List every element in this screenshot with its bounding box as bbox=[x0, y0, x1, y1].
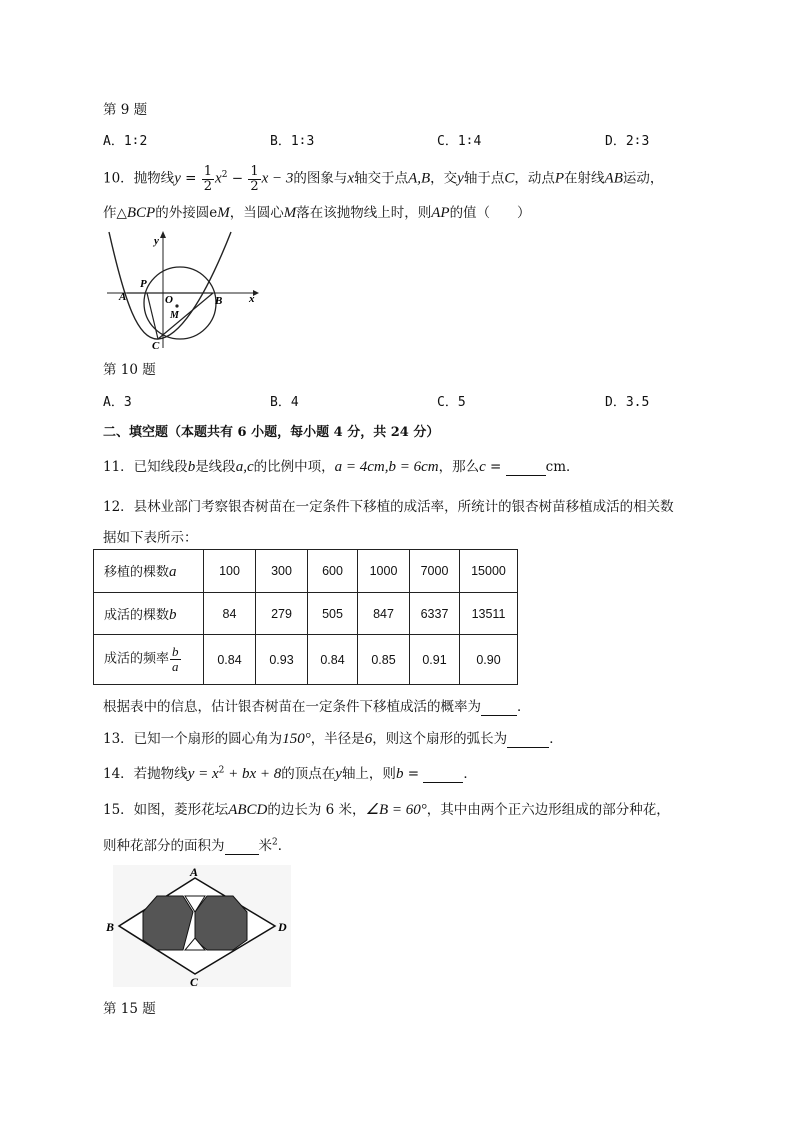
parabola-curve bbox=[109, 232, 231, 339]
table-cell: 0.93 bbox=[256, 635, 308, 685]
section-heading: 二、填空题（本题共有 6 小题，每小题 4 分，共 24 分） bbox=[103, 425, 440, 440]
label-p: P bbox=[140, 278, 147, 290]
row-header: 成活的棵数b bbox=[94, 593, 204, 635]
q11-text: 11．已知线段b是线段a,c的比例中项，a = 4cm,b = 6cm，那么c = cm． bbox=[103, 459, 580, 475]
table-cell: 300 bbox=[256, 550, 308, 593]
label-b: B bbox=[106, 920, 115, 934]
table-cell: 279 bbox=[256, 593, 308, 635]
row-header: 成活的频率 $\frac{b}{a}$ bbox=[94, 635, 204, 685]
q9-option-a: A．1∶2 bbox=[103, 134, 148, 149]
q10-line2: 作△BCP的外接圆eM，当圆心M落在该抛物线上时，则AP的值（ ） bbox=[103, 205, 531, 221]
q9-caption: 第 9 题 bbox=[103, 102, 148, 118]
q10-option-a: A．3 bbox=[103, 395, 132, 410]
hexagon-left bbox=[143, 896, 193, 950]
table-cell: 847 bbox=[358, 593, 410, 635]
row-header: 移植的棵数a bbox=[94, 550, 204, 593]
fraction-half-2: $\frac{1}{2}$ bbox=[250, 163, 259, 194]
q13-text: 13．已知一个扇形的圆心角为150°，半径是6，则这个扇形的弧长为 ． bbox=[103, 731, 563, 747]
q10-line1: 10．抛物线y = $\frac{1}{2}$ $x^2$ − $\frac{1}{2}$ x − 3的图象与x轴交于点A,B，交y轴于点C，动点P在射线AB运动， bbox=[103, 163, 664, 194]
table-row bbox=[94, 635, 518, 685]
table-cell: 0.85 bbox=[358, 635, 410, 685]
table-cell: 505 bbox=[308, 593, 358, 635]
table-cell: 13511 bbox=[460, 593, 518, 635]
table-row bbox=[94, 593, 518, 635]
point-m bbox=[175, 304, 178, 307]
table-cell: 7000 bbox=[410, 550, 460, 593]
table-cell: 84 bbox=[204, 593, 256, 635]
y-axis-arrow bbox=[160, 231, 166, 238]
hexagon-right bbox=[195, 896, 247, 950]
circumcircle bbox=[144, 267, 216, 339]
q15-rhombus-figure bbox=[103, 862, 293, 990]
answer-blank bbox=[506, 459, 546, 476]
q15-caption: 第 15 题 bbox=[103, 1001, 156, 1017]
label-c: C bbox=[190, 975, 199, 989]
table-cell: 0.84 bbox=[204, 635, 256, 685]
label-c: C bbox=[152, 340, 160, 350]
table-cell: 100 bbox=[204, 550, 256, 593]
table-cell: 600 bbox=[308, 550, 358, 593]
answer-blank bbox=[507, 731, 549, 748]
table-cell: 6337 bbox=[410, 593, 460, 635]
label-x: x bbox=[249, 293, 255, 305]
table-cell: 1000 bbox=[358, 550, 410, 593]
answer-blank bbox=[423, 766, 463, 783]
table-cell: 0.91 bbox=[410, 635, 460, 685]
label-o: O bbox=[165, 294, 173, 306]
q12-after: 根据表中的信息，估计银杏树苗在一定条件下移植成活的概率为 ． bbox=[103, 699, 531, 715]
table-cell: 0.84 bbox=[308, 635, 358, 685]
q9-option-c: C．1∶4 bbox=[437, 134, 482, 149]
q15-line2: 则种花部分的面积为 米$^2$． bbox=[103, 837, 292, 854]
segment-cp bbox=[147, 293, 158, 339]
q9-option-b: B．1∶3 bbox=[270, 134, 315, 149]
q12-line2: 据如下表所示： bbox=[103, 530, 198, 546]
answer-blank bbox=[481, 699, 517, 716]
q10-option-c: C．5 bbox=[437, 395, 466, 410]
label-b: B bbox=[215, 295, 223, 307]
q10-option-b: B．4 bbox=[270, 395, 299, 410]
answer-blank bbox=[225, 838, 259, 855]
label-a: A bbox=[119, 291, 127, 303]
fraction-half: $\frac{1}{2}$ bbox=[203, 163, 213, 194]
table-cell: 0.90 bbox=[460, 635, 518, 685]
q12-line1: 12．县林业部门考察银杏树苗在一定条件下移植的成活率，所统计的银杏树苗移植成活的相关数 bbox=[103, 499, 674, 515]
table-row bbox=[94, 550, 518, 593]
label-d: D bbox=[278, 920, 287, 934]
label-y: y bbox=[154, 235, 159, 247]
q10-parabola-figure bbox=[103, 228, 263, 350]
q9-option-d: D．2∶3 bbox=[605, 134, 650, 149]
label-m: M bbox=[170, 310, 179, 321]
q10-caption: 第 10 题 bbox=[103, 362, 156, 378]
table-cell: 15000 bbox=[460, 550, 518, 593]
survival-table bbox=[93, 549, 518, 685]
q15-line1: 15．如图，菱形花坛ABCD的边长为 6 米，∠B = 60°，其中由两个正六边形组成的部分种花， bbox=[103, 802, 670, 818]
label-a: A bbox=[190, 865, 199, 879]
q10-option-d: D．3.5 bbox=[605, 395, 650, 410]
q14-text: 14．若抛物线$y = x^2$ + bx + 8的顶点在y轴上，则b = ． bbox=[103, 765, 477, 782]
